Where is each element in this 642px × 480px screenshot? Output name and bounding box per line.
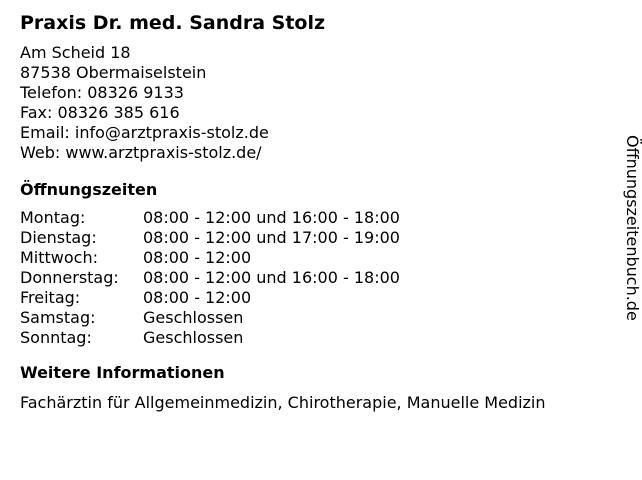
hours-time: Geschlossen (143, 308, 244, 327)
further-info-text: Fachärztin für Allgemeinmedizin, Chirotherapie, Manuelle Medizin (20, 393, 546, 412)
hours-day: Sonntag: (20, 328, 92, 347)
hours-day: Montag: (20, 208, 86, 227)
hours-time: 08:00 - 12:00 (143, 288, 252, 307)
opening-hours-table (20, 208, 610, 348)
practice-name: Praxis Dr. med. Sandra Stolz (20, 12, 326, 34)
hours-day: Freitag: (20, 288, 81, 307)
address-street: Am Scheid 18 (20, 43, 131, 62)
hours-time: 08:00 - 12:00 und 17:00 - 19:00 (143, 228, 400, 247)
hours-row-wednesday (20, 248, 610, 268)
hours-day: Donnerstag: (20, 268, 119, 287)
hours-row-tuesday (20, 228, 610, 248)
further-info-heading: Weitere Informationen (20, 363, 225, 382)
hours-day: Samstag: (20, 308, 96, 327)
phone-number: Telefon: 08326 9133 (20, 83, 184, 102)
hours-row-saturday (20, 308, 610, 328)
hours-time: 08:00 - 12:00 (143, 248, 252, 267)
email-address: Email: info@arztpraxis-stolz.de (20, 123, 269, 142)
hours-day: Dienstag: (20, 228, 97, 247)
hours-time: 08:00 - 12:00 und 16:00 - 18:00 (143, 208, 400, 227)
hours-row-monday (20, 208, 610, 228)
practice-card (20, 10, 610, 413)
hours-day: Mittwoch: (20, 248, 98, 267)
hours-row-sunday (20, 328, 610, 348)
opening-hours-heading: Öffnungszeiten (20, 180, 158, 199)
hours-row-thursday (20, 268, 610, 288)
contact-block (20, 43, 610, 163)
hours-time: 08:00 - 12:00 und 16:00 - 18:00 (143, 268, 400, 287)
site-watermark-text: Öffnungszeitenbuch.de (623, 135, 642, 321)
hours-row-friday (20, 288, 610, 308)
address-city: 87538 Obermaiselstein (20, 63, 207, 82)
hours-time: Geschlossen (143, 328, 244, 347)
website-address: Web: www.arztpraxis-stolz.de/ (20, 143, 262, 162)
fax-number: Fax: 08326 385 616 (20, 103, 180, 122)
site-watermark (622, 135, 642, 365)
